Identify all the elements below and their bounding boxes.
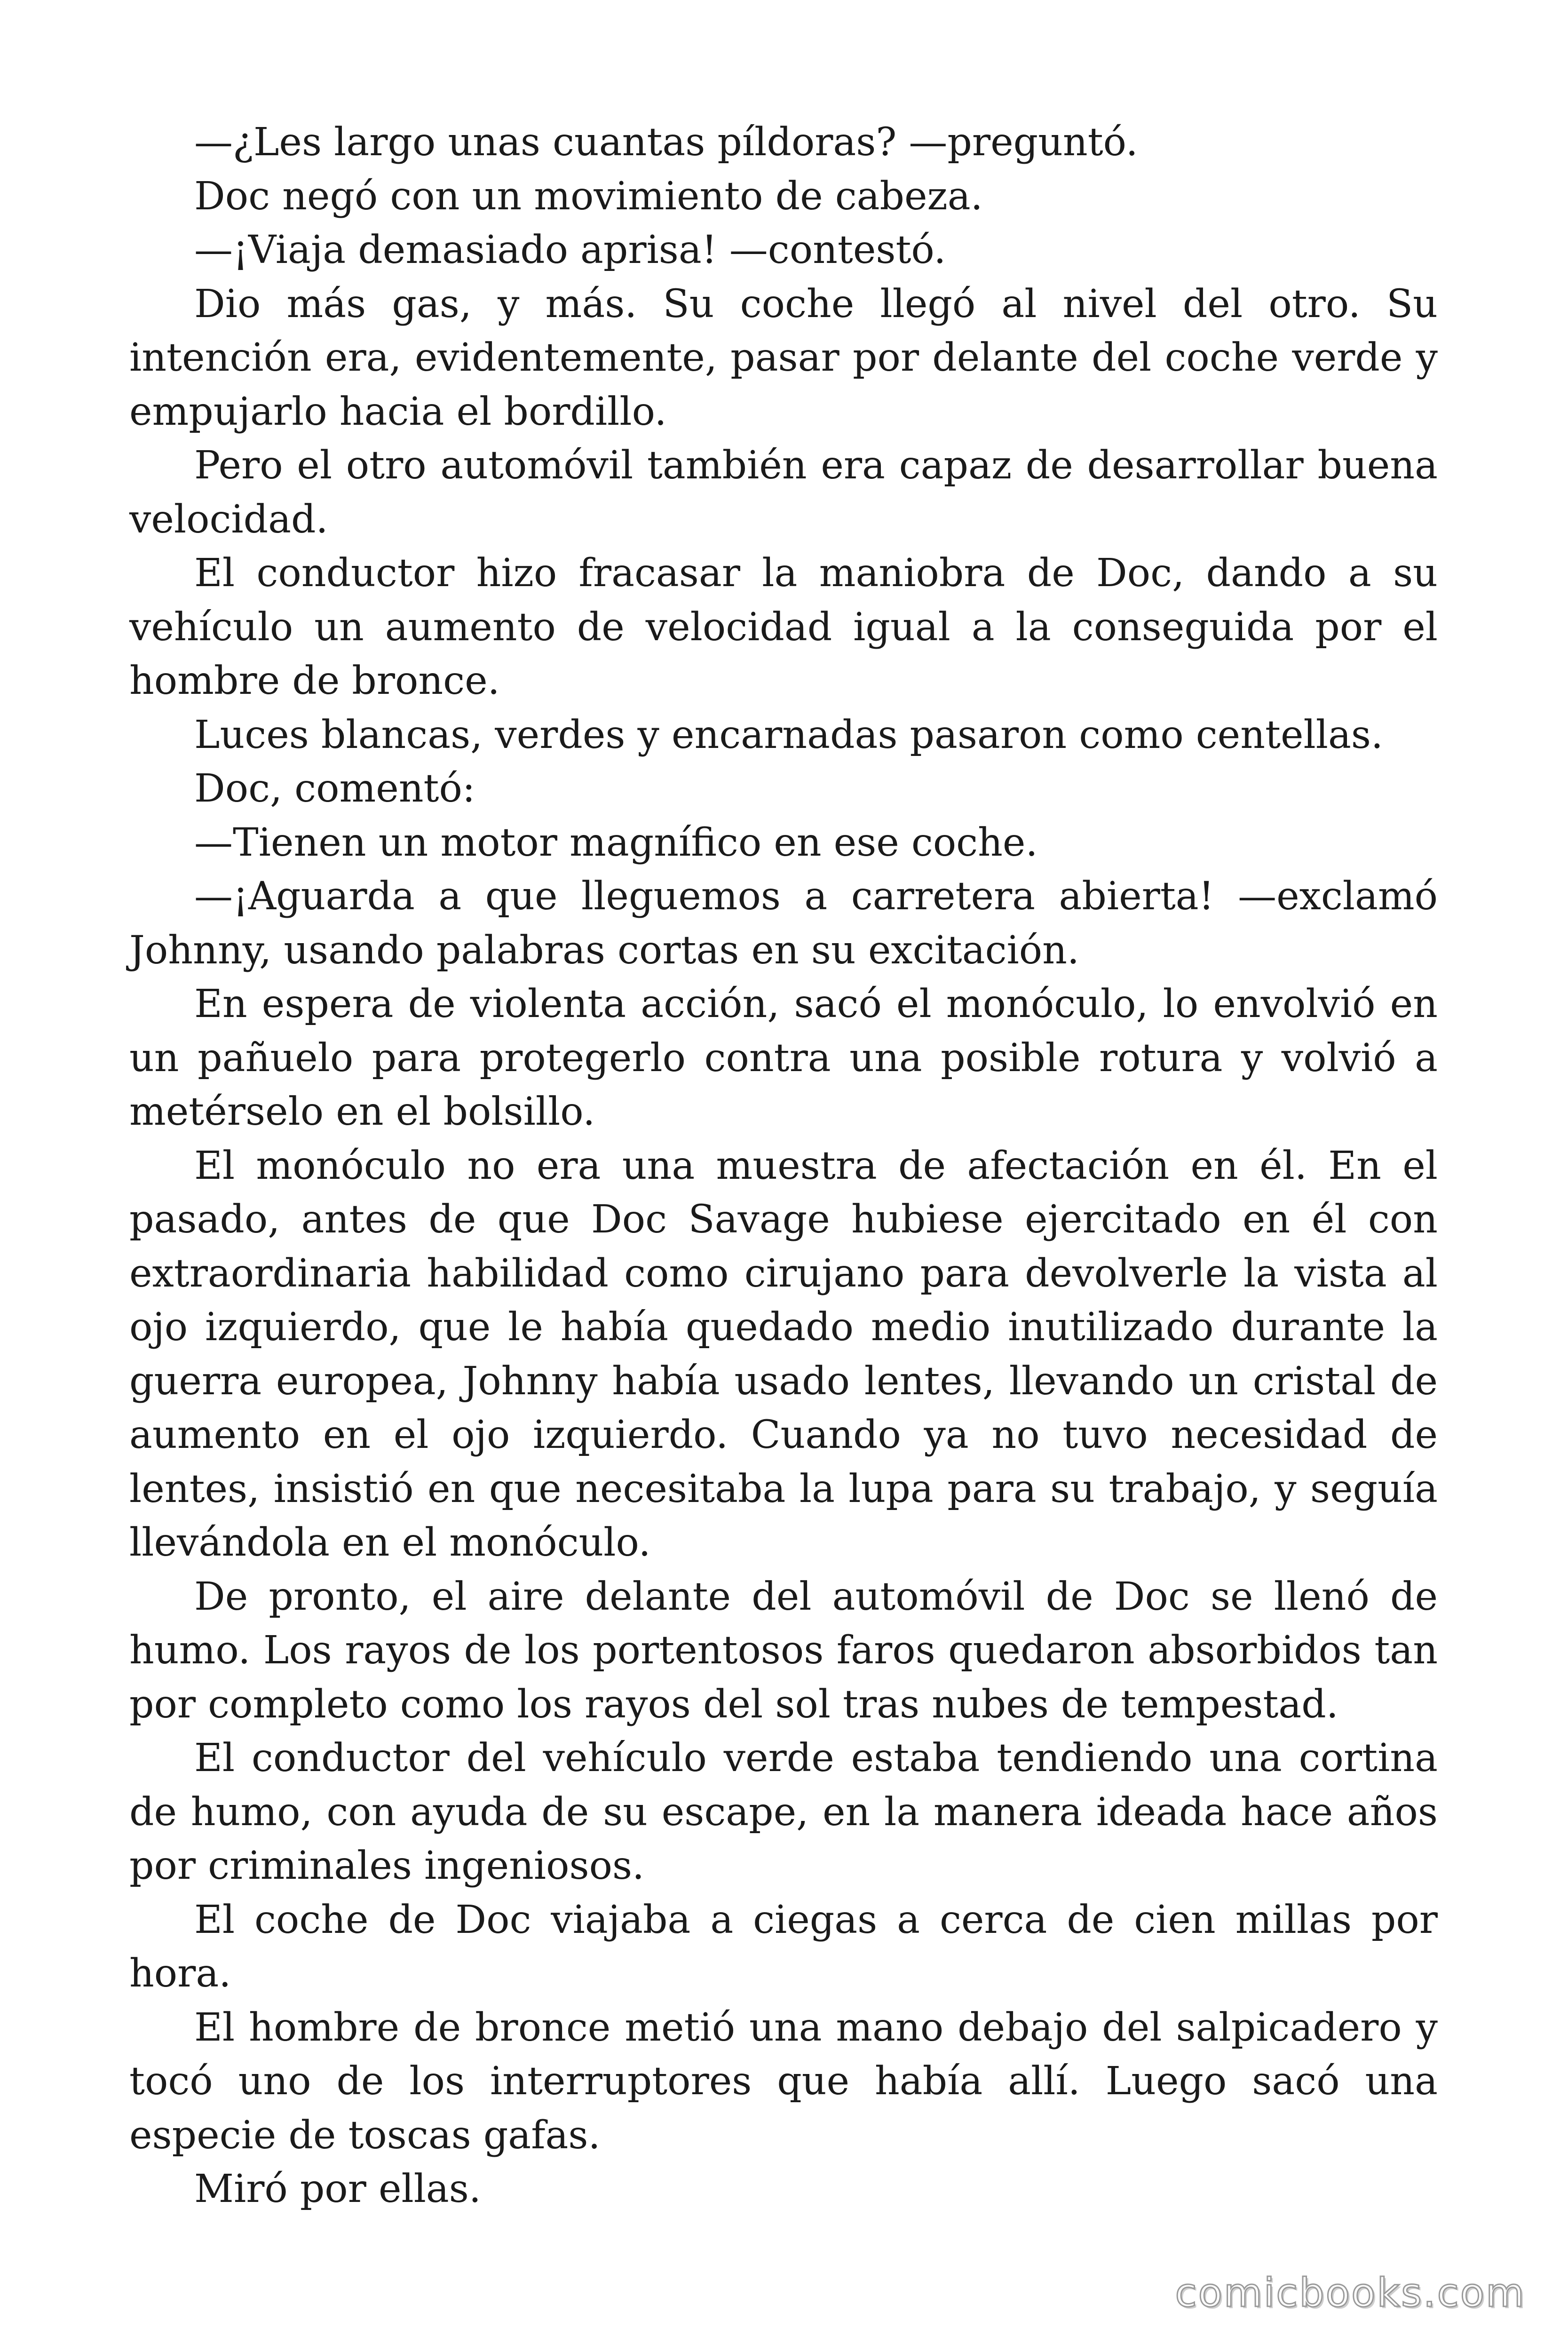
paragraph: El hombre de bronce metió una mano debajo del salpicadero y tocó uno de los interruptores que había allí. Luego sacó una especie de toscas gafas. [129, 2005, 1438, 2158]
paragraph: El monóculo no era una muestra de afectación en él. En el pasado, antes de que Doc Savage hubiese ejercitado en él con extraordinaria habilidad como cirujano para devolverle la vista al ojo izquierdo, que le había quedado medio inutilizado durante la guerra europea, Johnny había usado lentes, llevando un cristal de aumento en el ojo izquierdo. Cuando ya no tuvo necesidad de lentes, insistió en que necesitaba la lupa para su trabajo, y seguía llevándola en el monóculo. [129, 1143, 1438, 1565]
paragraph: Miró por ellas. [194, 2167, 481, 2211]
paragraph: Luces blancas, verdes y encarnadas pasaron como centellas. [194, 712, 1383, 757]
paragraph: —¿Les largo unas cuantas píldoras? —preguntó. [194, 120, 1138, 165]
paragraph: —Tienen un motor magnífico en ese coche. [194, 820, 1038, 865]
paragraph: El conductor hizo fracasar la maniobra de Doc, dando a su vehículo un aumento de velocidad igual a la conseguida por el hombre de bronce. [129, 551, 1438, 703]
paragraph: Pero el otro automóvil también era capaz de desarrollar buena velocidad. [129, 443, 1438, 542]
watermark: comicbooks.com [1175, 2270, 1526, 2316]
paragraph: Dio más gas, y más. Su coche llegó al nivel del otro. Su intención era, evidentemente, pasar por delante del coche verde y empujarlo hacia el bordillo. [129, 281, 1438, 434]
paragraph: El coche de Doc viajaba a ciegas a cerca de cien millas por hora. [129, 1897, 1438, 1996]
paragraph: De pronto, el aire delante del automóvil de Doc se llenó de humo. Los rayos de los portentosos faros quedaron absorbidos tan por completo como los rayos del sol tras nubes de tempestad. [129, 1574, 1438, 1727]
paragraph: —¡Aguarda a que lleguemos a carretera abierta! —exclamó Johnny, usando palabras cortas en su excitación. [129, 874, 1438, 973]
body-text [129, 116, 1438, 2217]
paragraph: Doc, comentó: [194, 766, 475, 811]
paragraph: —¡Viaja demasiado aprisa! —contestó. [194, 228, 946, 272]
paragraph: Doc negó con un movimiento de cabeza. [194, 174, 983, 219]
paragraph: El conductor del vehículo verde estaba tendiendo una cortina de humo, con ayuda de su escape, en la manera ideada hace años por criminales ingeniosos. [129, 1736, 1438, 1888]
paragraph: En espera de violenta acción, sacó el monóculo, lo envolvió en un pañuelo para protegerlo contra una posible rotura y volvió a metérselo en el bolsillo. [129, 982, 1438, 1134]
